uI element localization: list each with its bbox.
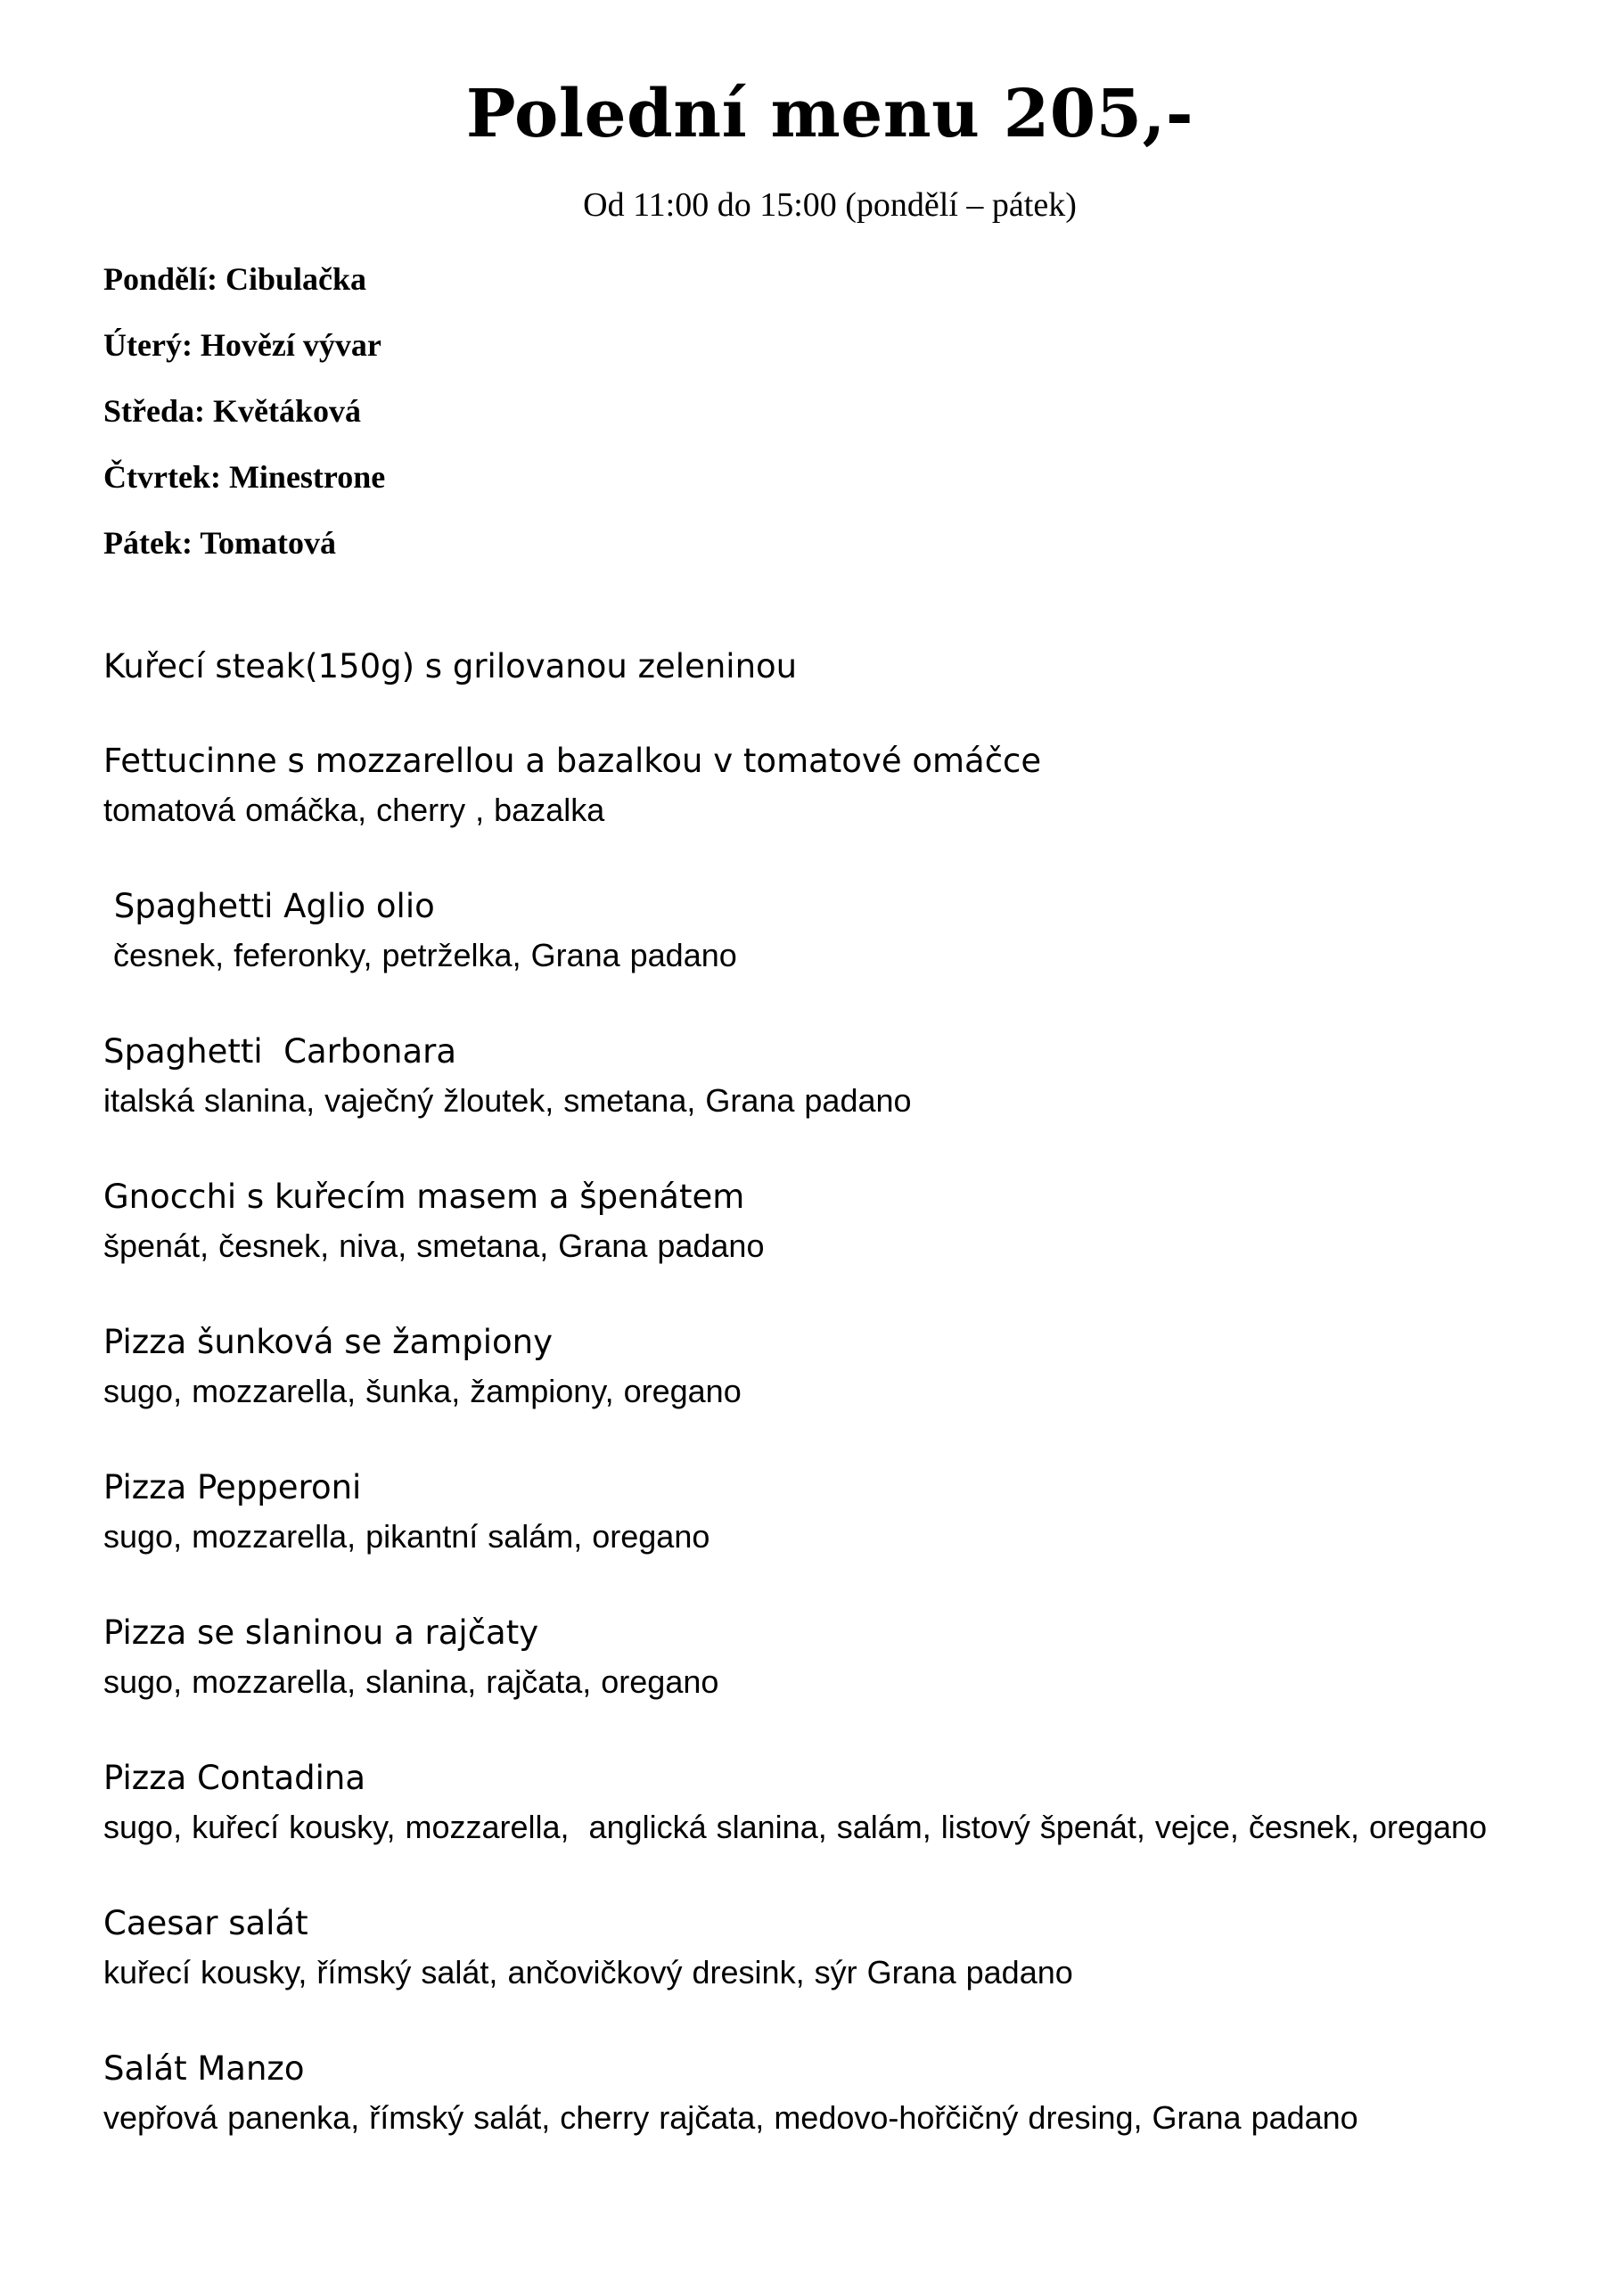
dish-description: italská slanina, vaječný žloutek, smetana, Grana padano (103, 1082, 912, 1119)
soup-friday: Pátek: Tomatová (103, 525, 336, 561)
dish-description: sugo, mozzarella, pikantní salám, oregano (103, 1518, 710, 1555)
dish-item (103, 1317, 1547, 1416)
dish-name: Gnocchi s kuřecím masem a špenátem (103, 1178, 745, 1216)
dish-description: sugo, kuřecí kousky, mozzarella, anglická slanina, salám, listový špenát, vejce, česnek, oregano (103, 1809, 1488, 1845)
dish-name: Pizza Contadina (103, 1759, 366, 1797)
dish-description: sugo, mozzarella, slanina, rajčata, oregano (103, 1663, 719, 1700)
dish-item (103, 2044, 1547, 2142)
dish-name: Pizza se slaninou a rajčaty (103, 1613, 539, 1652)
dish-name: Spaghetti Aglio olio (103, 887, 435, 925)
dish-description: tomatová omáčka, cherry , bazalka (103, 792, 605, 828)
opening-hours: Od 11:00 do 15:00 (pondělí – pátek) (583, 186, 1077, 224)
soup-thursday: Čtvrtek: Minestrone (103, 459, 386, 495)
soup-monday: Pondělí: Cibulačka (103, 261, 367, 297)
dish-item (103, 882, 1547, 980)
dish-item (103, 642, 1547, 692)
dish-item (103, 1027, 1547, 1125)
dish-item (103, 1463, 1547, 1561)
dish-description: špenát, česnek, niva, smetana, Grana padano (103, 1227, 765, 1264)
dish-name: Spaghetti Carbonara (103, 1032, 457, 1071)
dish-name: Kuřecí steak(150g) s grilovanou zeleninou (103, 647, 798, 685)
dish-description: česnek, feferonky, petrželka, Grana padano (103, 937, 737, 973)
dish-item (103, 1753, 1547, 1851)
dish-list (103, 642, 1547, 2189)
dish-description: kuřecí kousky, římský salát, ančovičkový dresink, sýr Grana padano (103, 1954, 1073, 1991)
dish-item (103, 1899, 1547, 1997)
dish-name: Pizza šunková se žampiony (103, 1323, 553, 1361)
dish-name: Caesar salát (103, 1904, 308, 1942)
page-title: Polední menu 205,- (465, 76, 1194, 152)
dish-name: Fettucinne s mozzarellou a bazalkou v tomatové omáčce (103, 742, 1042, 780)
dish-description: sugo, mozzarella, šunka, žampiony, oregano (103, 1373, 742, 1409)
soup-wednesday: Středa: Květáková (103, 393, 361, 429)
dish-item (103, 736, 1547, 834)
soup-tuesday: Úterý: Hovězí vývar (103, 327, 381, 363)
dish-description: vepřová panenka, římský salát, cherry rajčata, medovo-hořčičný dresing, Grana padano (103, 2099, 1358, 2136)
dish-name: Salát Manzo (103, 2049, 305, 2088)
dish-item (103, 1608, 1547, 1706)
dish-item (103, 1172, 1547, 1270)
dish-name: Pizza Pepperoni (103, 1468, 362, 1506)
soup-list (103, 246, 906, 576)
